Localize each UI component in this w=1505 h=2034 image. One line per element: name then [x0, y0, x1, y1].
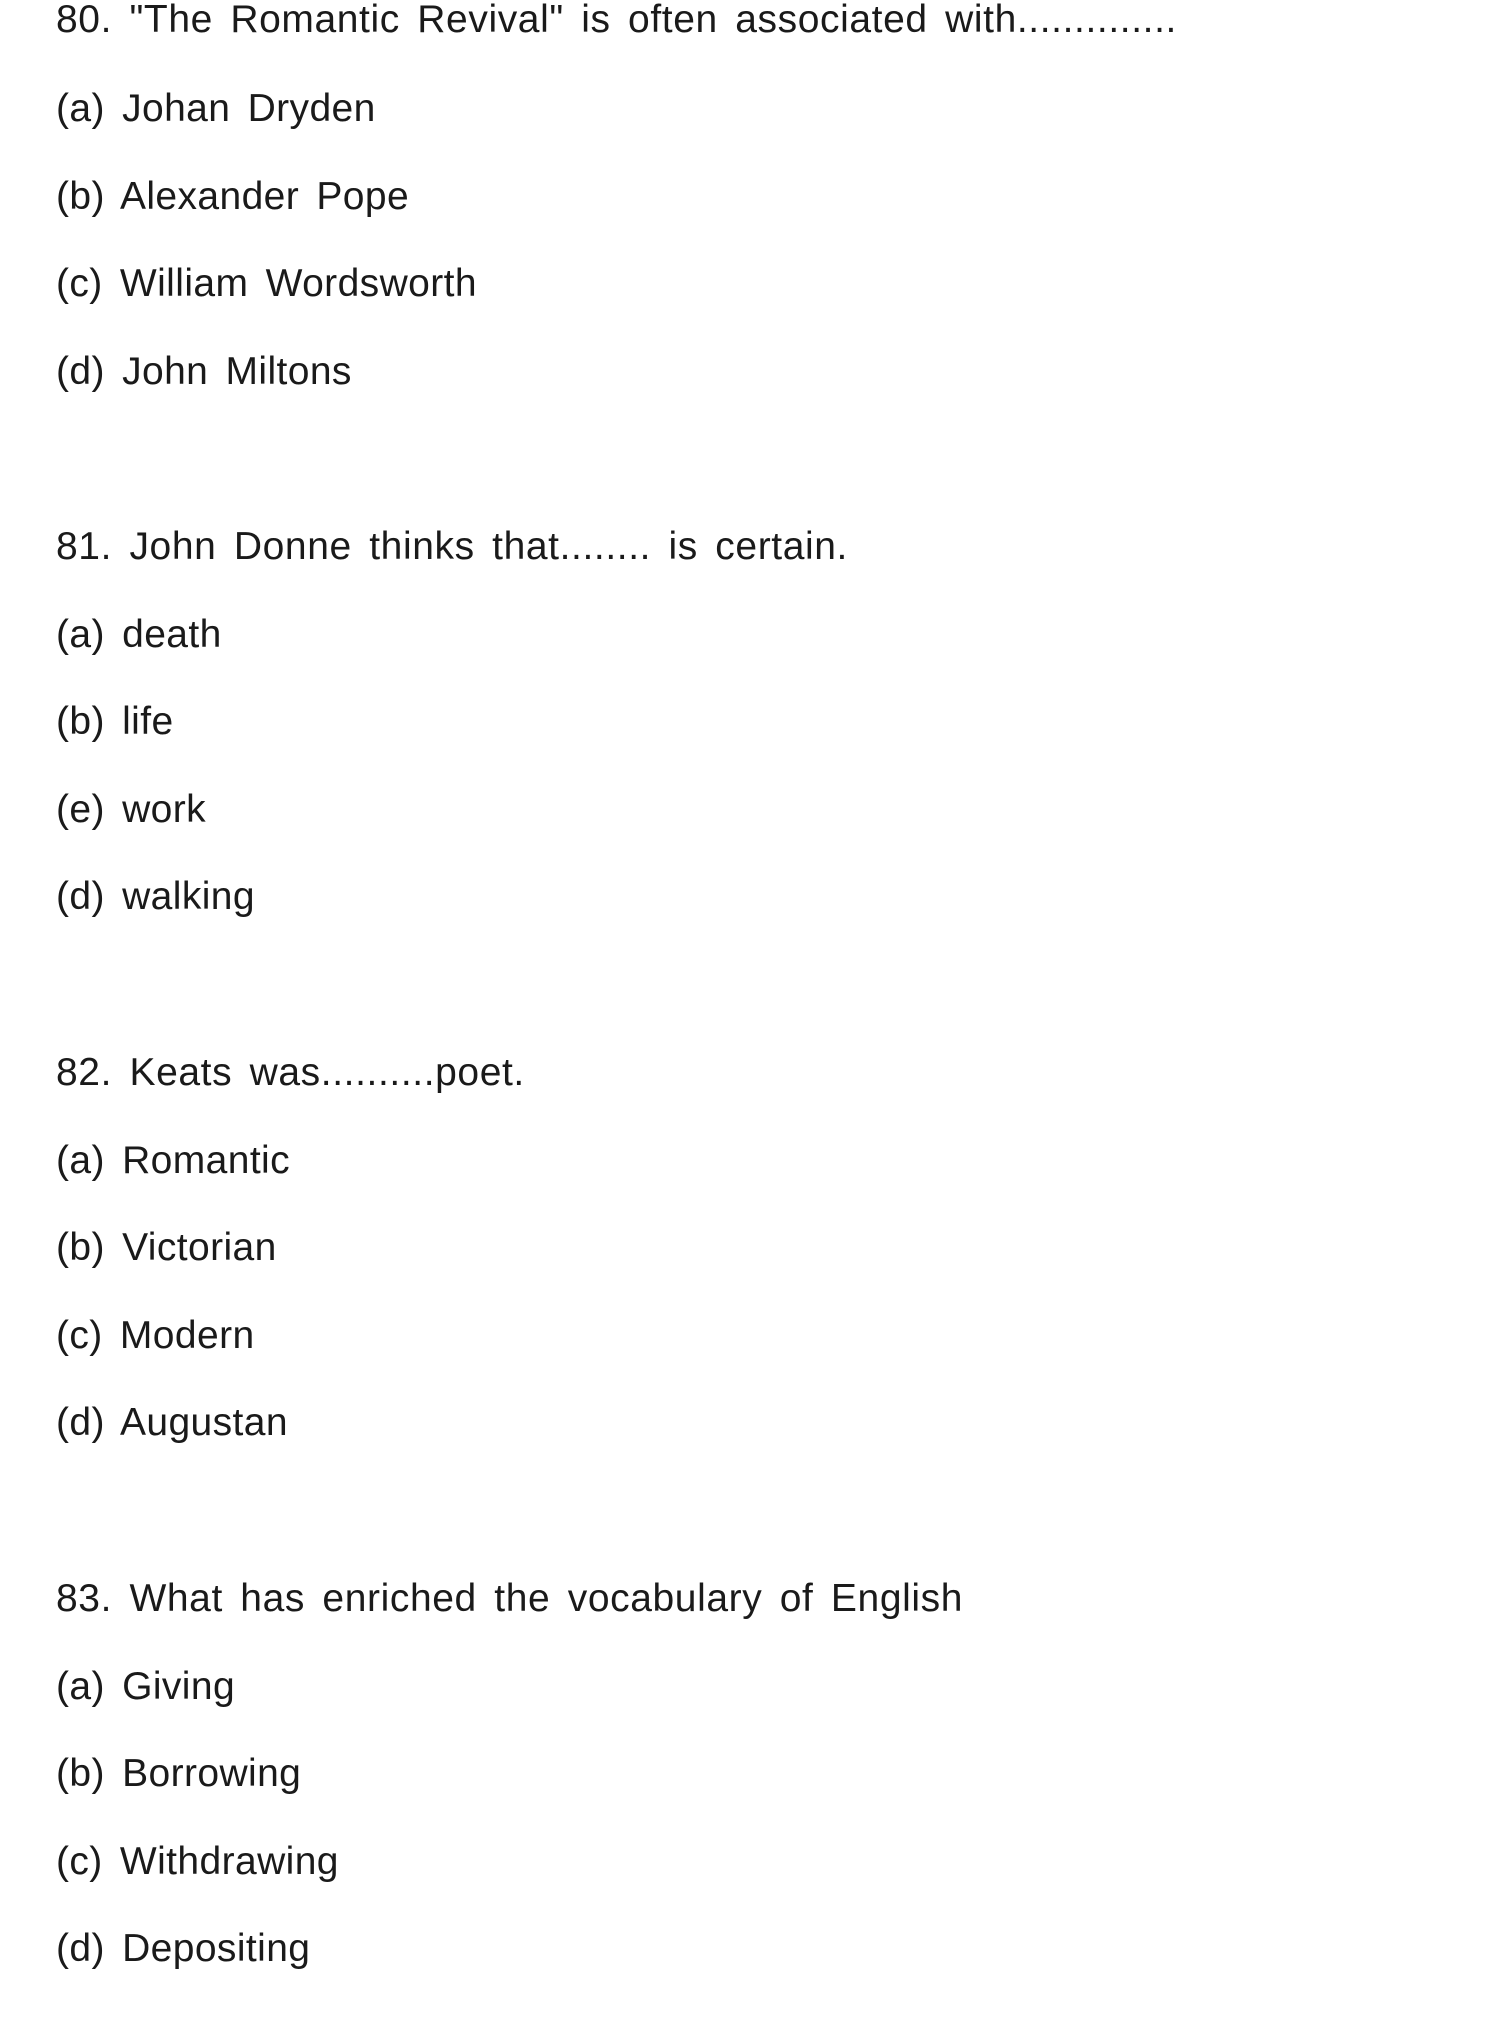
question-81-stem: 81. John Donne thinks that........ is certain. — [56, 525, 848, 568]
question-83-option-c: (c) Withdrawing — [56, 1840, 339, 1883]
question-82-option-d: (d) Augustan — [56, 1401, 288, 1444]
question-83-stem: 83. What has enriched the vocabulary of English — [56, 1577, 964, 1620]
question-83-option-b: (b) Borrowing — [56, 1752, 302, 1795]
question-82-option-a: (a) Romantic — [56, 1139, 291, 1182]
question-81-option-e: (e) work — [56, 788, 207, 831]
question-80-stem: 80. "The Romantic Revival" is often associated with.............. — [56, 0, 1177, 41]
question-82-option-c: (c) Modern — [56, 1314, 255, 1357]
question-81-option-a: (a) death — [56, 613, 222, 656]
question-81-option-b: (b) life — [56, 700, 174, 743]
question-80-option-a: (a) Johan Dryden — [56, 87, 376, 130]
question-83-option-a: (a) Giving — [56, 1665, 236, 1708]
question-80-option-d: (d) John Miltons — [56, 350, 352, 393]
question-82-stem: 82. Keats was..........poet. — [56, 1051, 525, 1094]
question-80-option-b: (b) Alexander Pope — [56, 175, 410, 218]
question-81-option-d: (d) walking — [56, 875, 255, 918]
question-80-option-c: (c) William Wordsworth — [56, 262, 477, 305]
question-82-option-b: (b) Victorian — [56, 1226, 277, 1269]
question-83-option-d: (d) Depositing — [56, 1927, 311, 1970]
